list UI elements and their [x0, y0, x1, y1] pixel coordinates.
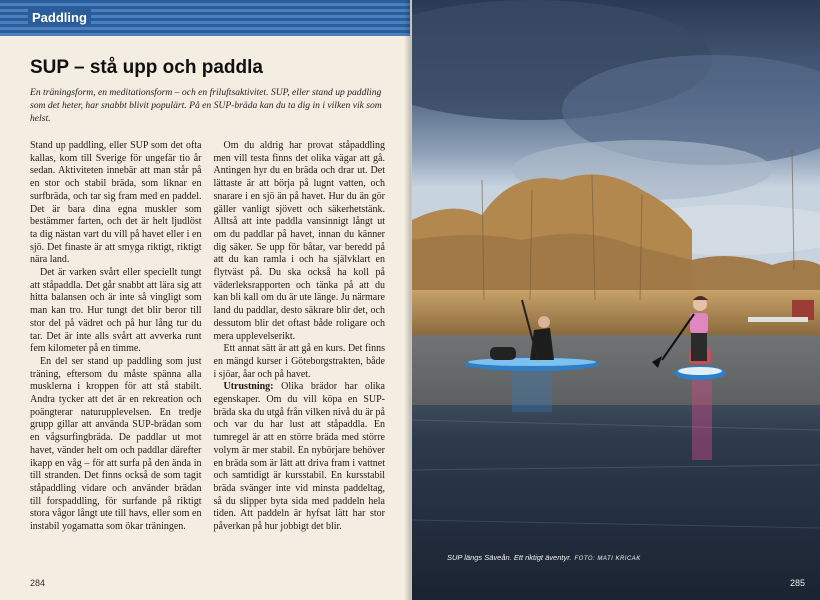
body-paragraph-6 — [214, 381, 386, 533]
photo-caption — [447, 553, 641, 562]
sup-paddlers-photo — [412, 0, 820, 600]
caption-text: SUP längs Säveån. Ett riktigt äventyr. — [447, 553, 572, 562]
page-number-left: 284 — [30, 578, 46, 588]
article-lead: En träningsform, en meditationsform – och en friluftsaktivitet. SUP, eller stand up paddling som det heter, har snabbt blivit populärt. På en SUP-bräda kan du ta dig in i vilken vik som helst. — [30, 87, 382, 124]
photo-credit: FOTO: MATI KRICAK — [574, 556, 641, 562]
equipment-text: Olika brädor har olika egenskaper. Om du vill köpa en SUP-bräda ska du utgå från vilken nivå du är på och var du har lust att ståpaddla. En tumregel är att en större bräda med större volym är mer stabil. En nybörjare behöver en bräda som är lätt att driva fram i vattnet och samtidigt är kursstabil. En kursstabil bräda svänger inte vid minsta paddeltag, så du slipper byta sida med paddeln hela tiden. Att paddeln är hyfsat lätt har stor påverkan på hur jobbigt det blir. — [213, 381, 385, 533]
body-paragraph-4: Om du aldrig har provat ståpaddling men vill testa finns det olika vägar att gå. Antingen hyr du en bräda och drar ut. Det lättaste är att börja på lugnt vatten, och snarare i en sjö än på havet. Hur du än gör gäller vanligt sjövett och säkerhetstänk. Alltså att inte paddla vansinnigt långt ut om du paddlar på havet, innan du känner dig säker. Se upp för båtar, var beredd på att du kan ramla i och ha självklart en flytväst på. Du ska också ha koll på väderleksrapporten och tänka på att du kan bli kall om du är ute länge. Ju närmare land du paddlar, desto säkrare blir det, och dessutom blir det oftast både roligare och mera upplevelserikt. — [213, 140, 385, 342]
article-body — [30, 140, 385, 570]
photo-illustration — [412, 0, 820, 600]
equipment-label: Utrustning: — [223, 381, 274, 393]
body-paragraph-1: Stand up paddling, eller SUP som det ofta kallas, kom till Sverige för ungefär tio år sedan. Aktiviteten innebär att man står på en stor och stabil bräda, som liknar en surfbräda, och tar sig fram med en paddel. Det är bara dina egna muskler som bestämmer farten, och det är helt ljudlöst ta dig nästan vart du vill på havet eller i en sjö. Det finaste är att smyga riktigt, riktigt nära land. — [30, 140, 202, 266]
body-paragraph-2: Det är varken svårt eller speciellt tungt att ståpaddla. Det går snabbt att lära sig att hitta balansen och är inte så vingligt som man kan tro. Hur tungt det blir beror till stor del på vädret och på hur lång tur du tar. Det är inte alls svårt att avverka runt fem kilometer på en timme. — [30, 267, 202, 355]
body-paragraph-5: Ett annat sätt är att gå en kurs. Det finns en mängd kurser i Göteborgstrakten, både i sjöar, åar och på havet. — [213, 343, 385, 380]
page-number-right: 285 — [790, 578, 806, 588]
body-paragraph-3: En del ser stand up paddling som just träning, eftersom du måste spänna alla musklerna i kroppen för att stå stabilt. Andra tycker att det är en rekreation och poängterar naturupplevelsen. En tredje grupp gillar att använda SUP-brädan som en vågsurfingbräda. De paddlar ut mot havet, vänder helt om och paddlar därefter ikapp en våg – för att surfa på den ända in till stranden. Det finns också de som tagit ståpaddling vidare och använder brädan till forspaddling, för surfande på riktigt stora vågor långt ute till havs, eller som en instabil yogamatta som ökar träningen. — [30, 355, 202, 533]
section-label: Paddling — [28, 9, 91, 26]
article-title: SUP – stå upp och paddla — [30, 57, 263, 78]
